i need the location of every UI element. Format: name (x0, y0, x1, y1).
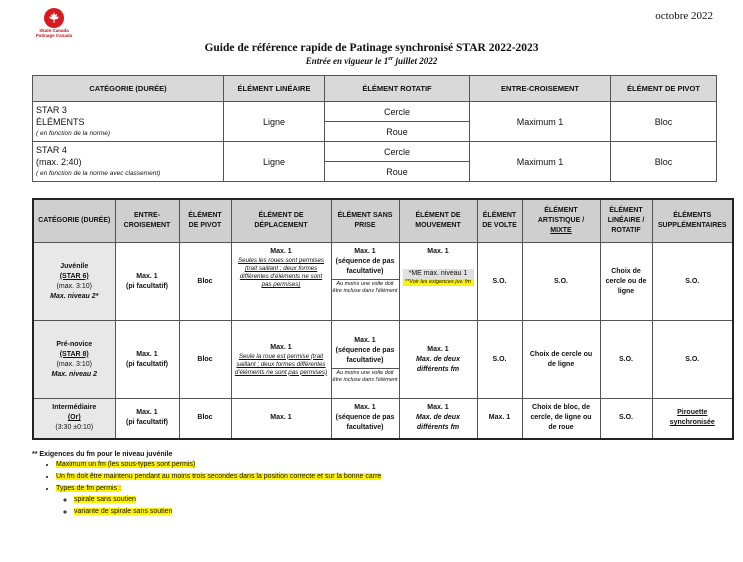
move-cell: Max. 1 Max. de deux différents fm (399, 321, 477, 399)
rotating-cell: Cercle (325, 102, 470, 122)
category-detail: (max. 2:40) (36, 156, 82, 167)
synchro-categories-table (32, 198, 734, 440)
logo-text-fr: Patinage Canada (35, 33, 73, 38)
linear-rotating-cell: Choix de cercle ou de ligne (600, 243, 652, 321)
category-level: (STAR 8) (59, 350, 89, 358)
rotating-cell: Roue (325, 122, 470, 142)
category-cell (33, 399, 115, 439)
notes-heading: ** Exigences du fm pour le niveau juvénile (32, 451, 173, 458)
linear-cell: Ligne (224, 142, 325, 182)
header-linear-rotating: ÉLÉMENT LINÉAIRE / ROTATIF (600, 199, 652, 243)
header-category: CATÉGORIE (DURÉE) (33, 199, 115, 243)
list-item: • Un fm doit être maintenu pendant au moins trois secondes dans la position correcte et sur la bonne carre (56, 473, 381, 480)
skate-canada-logo (32, 8, 76, 38)
list-item: • Maximum un fm (les sous-types sont permis) (56, 461, 381, 468)
header-move: ÉLÉMENT DE MOUVEMENT (399, 199, 477, 243)
category-name: Juvénile (60, 262, 89, 270)
category-name: STAR 3 (36, 104, 67, 115)
table-row (33, 243, 733, 321)
category-level: (Or) (67, 414, 81, 422)
header-no-hold: ÉLÉMENT SANS PRISE (331, 199, 399, 243)
pivot-cell: Bloc (179, 321, 231, 399)
header-intersection: ENTRE-CROISEMENT (470, 76, 611, 102)
move-cell: Max. 1 *ME max. niveau 1 **Voir les exigences juv. fm (399, 243, 477, 321)
intersection-cell: Max. 1 (pi facultatif) (115, 399, 179, 439)
additional-cell: Pirouette synchronisée (652, 399, 733, 439)
intersection-cell: Maximum 1 (470, 102, 611, 142)
twizzle-cell: Max. 1 (477, 399, 522, 439)
notes-sublist (56, 496, 381, 515)
additional-cell: S.O. (652, 321, 733, 399)
category-note: ( en fonction de la norme avec classement) (36, 169, 161, 177)
artistic-cell: S.O. (522, 243, 600, 321)
rotating-cell: Roue (325, 162, 470, 182)
pivot-cell: Bloc (179, 399, 231, 439)
twizzle-cell: S.O. (477, 321, 522, 399)
table-header-row (33, 199, 733, 243)
linear-cell: Ligne (224, 102, 325, 142)
category-duration: (max. 3:10) (56, 360, 92, 368)
table-header-row (33, 76, 717, 102)
header-additional: ÉLÉMENTS SUPPLÉMENTAIRES (652, 199, 733, 243)
category-name: STAR 4 (36, 144, 67, 155)
header-rotating: ÉLÉMENT ROTATIF (325, 76, 470, 102)
logo-text-en: Skate Canada (39, 28, 69, 33)
category-max-level: Max. niveau 2 (51, 370, 98, 378)
header-pivot: ÉLÉMENT DE PIVOT (179, 199, 231, 243)
traveling-cell: Max. 1 Seule la roue est permise (trait saillant ; deux formes différentes d'éléments ne sont pas permises) (231, 321, 331, 399)
category-detail: ÉLÉMENTS (36, 116, 85, 127)
header-twizzle: ÉLÉMENT DE VOLTE (477, 199, 522, 243)
no-hold-cell: Max. 1 (séquence de pas facultative) (331, 399, 399, 439)
no-hold-cell: Max. 1 (séquence de pas facultative) Au moins une volte doit être incluse dans l'élément (331, 243, 399, 321)
header-linear: ÉLÉMENT LINÉAIRE (224, 76, 325, 102)
category-cell (33, 142, 224, 182)
intersection-cell: Max. 1 (pi facultatif) (115, 243, 179, 321)
header-category: CATÉGORIE (DURÉE) (33, 76, 224, 102)
category-max-level: Max. niveau 2* (50, 292, 99, 300)
traveling-cell: Max. 1 Seules les roues sont permises (trait saillant ; deux formes différentes d'éléments ne sont pas permises) (231, 243, 331, 321)
notes-list (32, 461, 381, 515)
additional-cell: S.O. (652, 243, 733, 321)
linear-rotating-cell: S.O. (600, 399, 652, 439)
header-traveling: ÉLÉMENT DE DÉPLACEMENT (231, 199, 331, 243)
juvenile-notes (32, 451, 381, 520)
category-cell (33, 243, 115, 321)
intersection-cell: Max. 1 (pi facultatif) (115, 321, 179, 399)
header-artistic: ÉLÉMENT ARTISTIQUE / MIXTE (522, 199, 600, 243)
star-3-4-table (32, 75, 717, 182)
category-duration: (3:30 ±0:10) (55, 424, 94, 432)
category-cell (33, 321, 115, 399)
traveling-cell: Max. 1 (231, 399, 331, 439)
intersection-cell: Maximum 1 (470, 142, 611, 182)
page-subtitle: Entrée en vigueur le 1er juillet 2022 (305, 56, 438, 66)
table-row (33, 142, 717, 162)
document-date: octobre 2022 (655, 10, 713, 22)
list-item: • Types de fm permis : ◦ spirale sans soutien ◦ variante de spirale sans soutien (56, 485, 381, 515)
twizzle-cell: S.O. (477, 243, 522, 321)
maple-leaf-icon (44, 8, 64, 28)
no-hold-cell: Max. 1 (séquence de pas facultative) Au moins une volte doit être incluse dans l'élément (331, 321, 399, 399)
move-cell: Max. 1 Max. de deux différents fm (399, 399, 477, 439)
artistic-cell: Choix de cercle ou de ligne (522, 321, 600, 399)
pivot-cell: Bloc (611, 142, 717, 182)
category-note: ( en fonction de la norme) (36, 129, 111, 137)
category-duration: (max. 3:10) (56, 282, 92, 290)
list-item: ◦ spirale sans soutien (74, 496, 381, 503)
header-pivot: ÉLÉMENT DE PIVOT (611, 76, 717, 102)
page-title: Guide de référence rapide de Patinage synchronisé STAR 2022-2023 (204, 42, 539, 54)
category-level: (STAR 6) (59, 272, 89, 280)
pivot-cell: Bloc (611, 102, 717, 142)
linear-rotating-cell: S.O. (600, 321, 652, 399)
category-cell (33, 102, 224, 142)
category-name: Intermédiaire (52, 404, 97, 412)
pivot-cell: Bloc (179, 243, 231, 321)
table-row (33, 102, 717, 122)
artistic-cell: Choix de bloc, de cercle, de ligne ou de roue (522, 399, 600, 439)
category-name: Pré-novice (56, 340, 93, 348)
rotating-cell: Cercle (325, 142, 470, 162)
table-row (33, 399, 733, 439)
header-intersection: ENTRE-CROISEMENT (115, 199, 179, 243)
list-item: ◦ variante de spirale sans soutien (74, 508, 381, 515)
table-row (33, 321, 733, 399)
